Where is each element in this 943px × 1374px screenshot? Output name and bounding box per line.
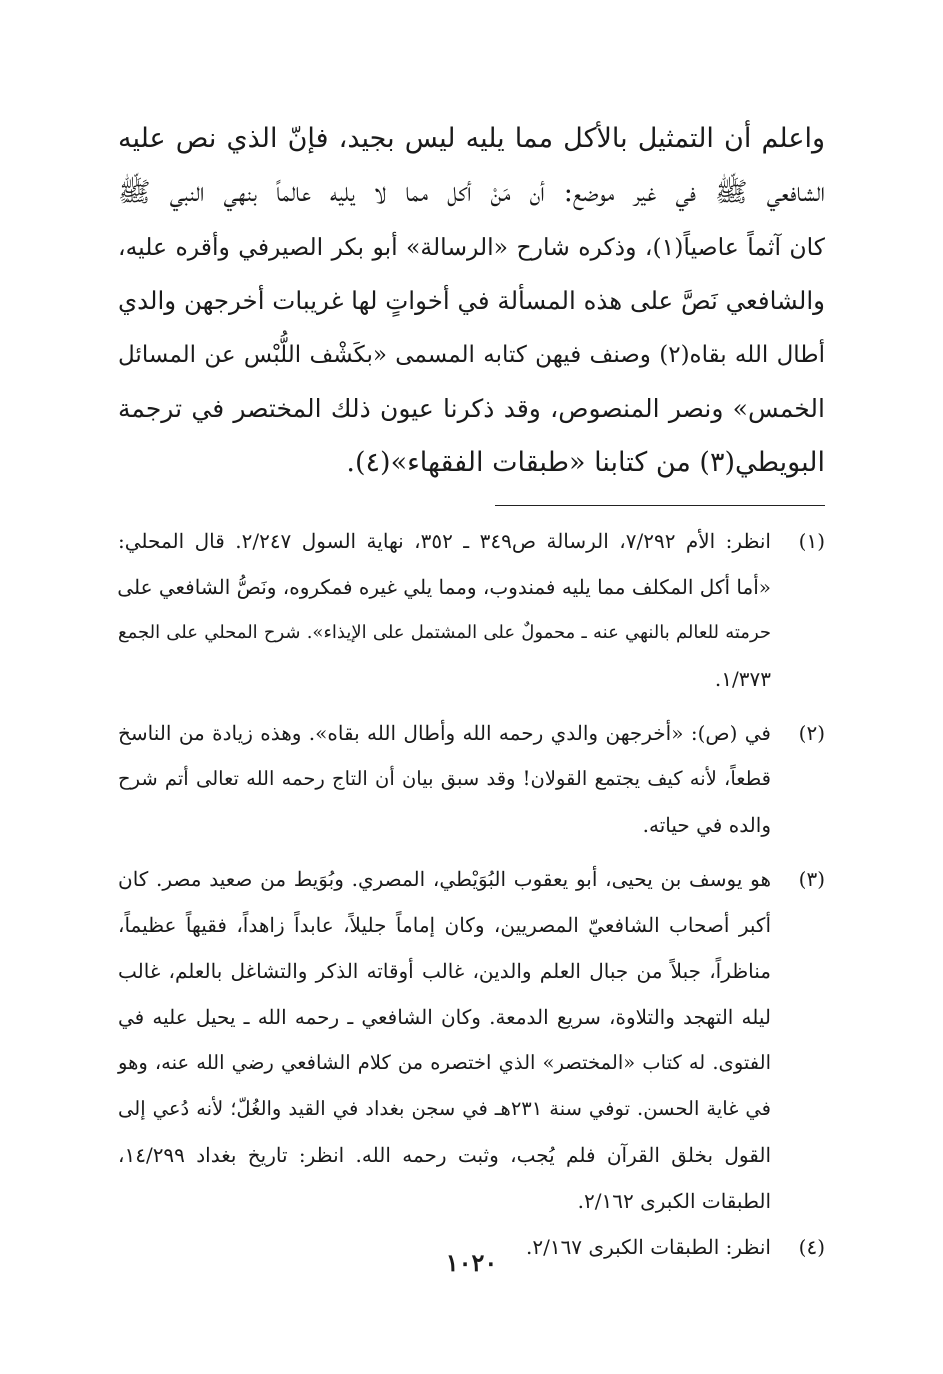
footnote-number: (١) [798, 529, 825, 553]
footnote-2 [118, 710, 825, 848]
footnote-line: مناظراً، جبلاً من جبال العلم والدين، غالب أوقاته الذكر والتشاغل بالعلم، غالب [118, 959, 771, 983]
footnote-line: حرمته للعالم بالنهي عنه ـ محمولٌ على المشتمل على الإيذاء». شرح المحلي على الجمع [118, 622, 771, 643]
footnote-number: (٣) [798, 867, 825, 891]
footnote-body [118, 710, 771, 848]
footnote-number: (٤) [798, 1235, 825, 1259]
footnote-line: في (ص): «أخرجهن والدي رحمه الله وأطال الله بقاه». وهذه زيادة من الناسخ [118, 721, 771, 745]
footnote-3 [118, 856, 825, 1224]
main-line: والشافعي نَصَّ على هذه المسألة في أخواتٍ لها غريبات أخرجهن والدي [118, 286, 825, 315]
footnote-body [118, 518, 771, 702]
main-line: الشافعي ﷺ في غير موضع: أن مَنْ أكل مما لا يليه عالماً بنهي النبي ﷺ [118, 177, 825, 208]
footnote-line: الفتوى. له كتاب «المختصر» الذي اختصره من كلام الشافعي رضي الله عنه، وهو [118, 1051, 771, 1074]
footnote-line: قطعاً، لأنه كيف يجتمع القولان! وقد سبق بيان أن التاج رحمه الله تعالى أتم شرح [118, 767, 771, 790]
main-line: أطال الله بقاه(٢) وصنف فيهن كتابه المسمى «بكَشْف اللُّبْس عن المسائل [118, 342, 825, 368]
footnote-line: أكبر أصحاب الشافعيّ المصريين، وكان إماماً جليلاً، عابداً زاهداً، فقيهاً عظيماً، [118, 913, 771, 937]
footnote-line: القول بخلق القرآن فلم يُجب، وثبت رحمه الله. انظر: تاريخ بغداد ١٤/٢٩٩، [118, 1143, 771, 1167]
footnote-line: الطبقات الكبرى ٢/١٦٢. [577, 1189, 771, 1213]
main-line: واعلم أن التمثيل بالأكل مما يليه ليس بجيد، فإنّ الذي نص عليه [118, 123, 825, 154]
footnote-line: والده في حياته. [642, 813, 771, 837]
footnote-line: هو يوسف بن يحيى، أبو يعقوب البُوَيْطي، المصري. وبُوَيط من صعيد مصر. كان [118, 867, 771, 891]
footnote-line: «أما أكل المكلف مما يليه فمندوب، ومما يلي غيره فمكروه، ونَصُّ الشافعي على [117, 575, 771, 599]
footnote-number: (٢) [798, 721, 825, 745]
footnote-line: في غاية الحسن. توفي سنة ٢٣١هـ في سجن بغداد في القيد والغُلّ؛ لأنه دُعي إلى [118, 1097, 771, 1120]
footnote-body [118, 856, 771, 1224]
page-number: ١٠٢٠ [445, 1248, 498, 1277]
main-paragraph [118, 112, 825, 490]
main-line: الخمس» ونصر المنصوص، وقد ذكرنا عيون ذلك المختصر في ترجمة [118, 394, 825, 423]
footnote-line: انظر: الأم ٧/٢٩٢، الرسالة ص٣٤٩ ـ ٣٥٢، نهاية السول ٢/٢٤٧. قال المحلي: [118, 529, 771, 553]
footnote-line: انظر: الطبقات الكبرى ٢/١٦٧. [525, 1235, 771, 1259]
footnote-line: ١/٣٧٣. [714, 667, 771, 691]
footnote-divider [495, 505, 825, 506]
footnotes [118, 518, 825, 1270]
footnote-line: ليله التهجد والتلاوة، سريع الدمعة. وكان الشافعي ـ رحمه الله ـ يحيل عليه في [118, 1005, 771, 1029]
main-line: كان آثماً عاصياً(١)، وذكره شارح «الرسالة» أبو بكر الصيرفي وأقره عليه، [118, 233, 825, 261]
main-line: البويطي(٣) من كتابنا «طبقات الفقهاء»(٤). [346, 447, 825, 478]
footnote-1 [118, 518, 825, 702]
